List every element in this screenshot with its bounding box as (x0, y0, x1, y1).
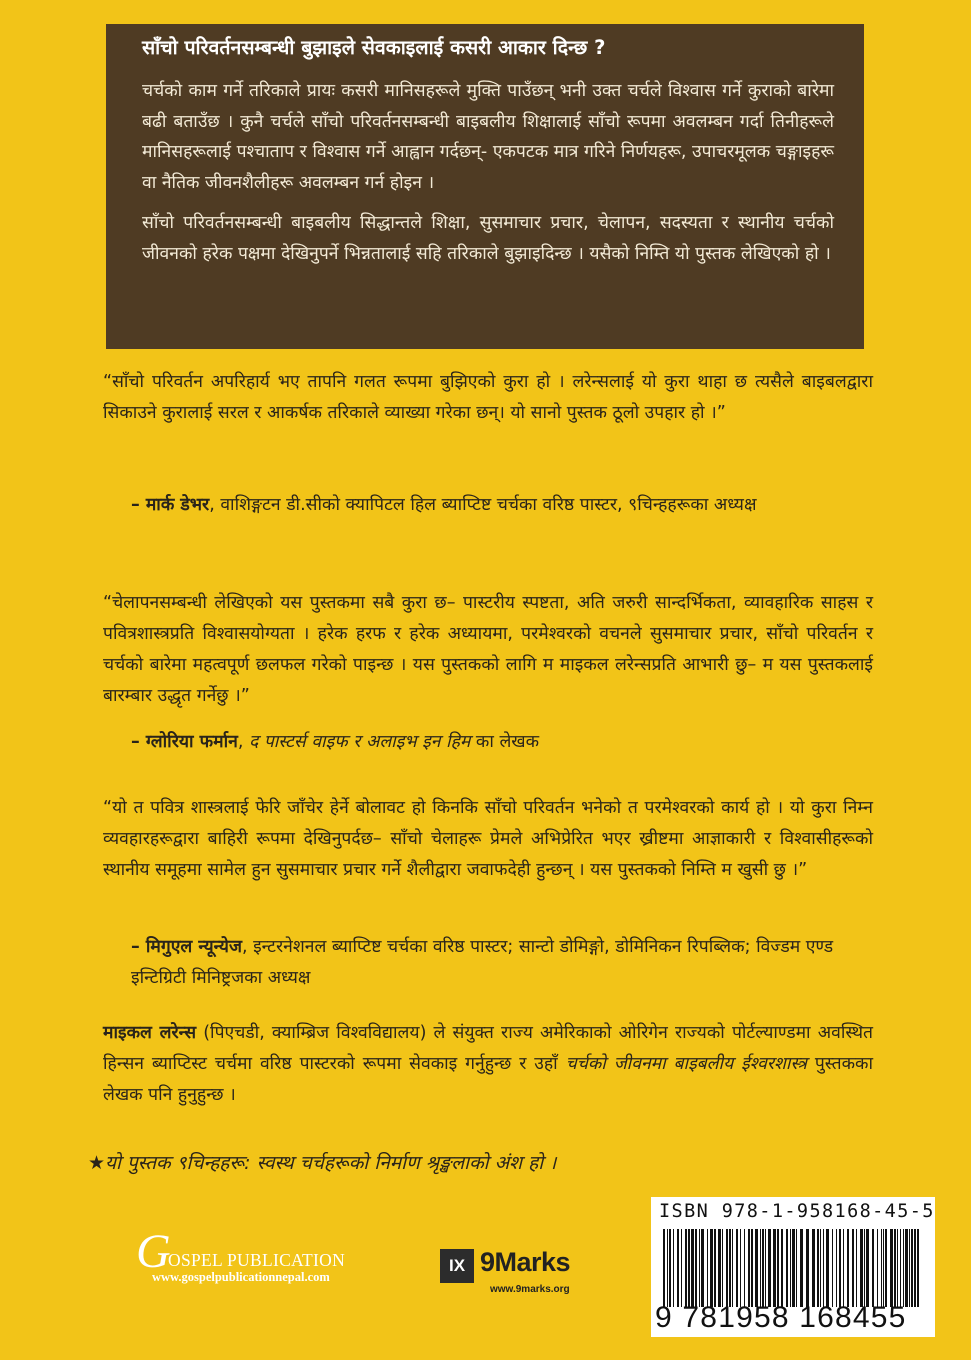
author-bio (103, 1018, 873, 1111)
barcode-bar (866, 1229, 869, 1307)
barcode-bar (903, 1229, 904, 1307)
endorser-name-2: ग्लोरिया फर्मान (145, 732, 238, 752)
summary-paragraph-2: साँचो परिवर्तनसम्बन्धी बाइबलीय सिद्धान्तले शिक्षा, सुसमाचार प्रचार, चेलापन, सदस्यता र स्थानीय चर्चको जीवनको हरेक पक्षमा देखिनुपर्ने भिन्नतालाई सहि तरिकाले बुझाइदिन्छ । यसैको निम्ति यो पुस्तक लेखिएको हो । (142, 213, 834, 264)
barcode-bar (820, 1229, 821, 1307)
barcode-bar (663, 1229, 665, 1307)
barcode-bar (691, 1229, 694, 1307)
barcode-bar (760, 1229, 761, 1307)
endorsement-quote-3: “यो त पवित्र शास्त्रलाई फेरि जाँचेर हेर्ने बोलावट हो किनकि साँचो परिवर्तन भनेको त परमेश्वरको कार्य हो । यो कुरा निम्न व्यवहारहरूद्वारा बाहिरी रूपमा देखिनुपर्दछ– साँचो चेलाहरू प्रेमले अभिप्रेरित भएर ख्रीष्टमा आज्ञाकारी र विश्वासीहरूको स्थानीय समूहमा सामेल हुन सुसमाचार प्रचार गर्ने शैलीद्वारा जवाफदेही हुन्छन् । यस पुस्तकको निम्ति म खुसी छु ।” (103, 798, 873, 880)
barcode-bar (885, 1229, 887, 1307)
barcode-bar (792, 1229, 795, 1307)
isbn-label: ISBN 978-1-958168-45-5 (659, 1201, 935, 1222)
endorsement-attribution-2 (131, 727, 871, 758)
endorser-role-2: , (237, 732, 249, 752)
barcode-bar (765, 1229, 766, 1307)
barcode-bar (836, 1229, 837, 1307)
author-bio-text-1: (पिएचडी, क्याम्ब्रिज विश्वविद्यालय) ले संयुक्त राज्य अमेरिकाको ओरिगेन राज्यको पोर्टल्याण्डमा अवस्थित हिन्सन ब्याप्टिस्ट चर्चमा वरिष्ठ पास्टरको रूपमा सेवकाइ गर्नुहुन्छ र उहाँ (103, 1023, 873, 1074)
summary-heading: साँचो परिवर्तनसम्बन्धी बुझाइले सेवकाइलाई कसरी आकार दिन्छ ? (142, 36, 606, 59)
barcode-bar (856, 1229, 857, 1307)
barcode-bar (900, 1229, 901, 1307)
barcode-bar (677, 1229, 679, 1307)
barcode-bar (669, 1229, 671, 1307)
barcode-bar (744, 1229, 745, 1307)
barcode-bar (707, 1229, 708, 1307)
gospel-publication-logo (134, 1225, 424, 1292)
barcode-bar (755, 1229, 758, 1307)
barcode-bar (768, 1229, 771, 1307)
author-book-title: चर्चको जीवनमा बाइबलीय ईश्वरशास्त्र (565, 1054, 807, 1074)
barcode-bar (762, 1229, 764, 1307)
barcode-bar (681, 1229, 682, 1307)
barcode-bar (710, 1229, 713, 1307)
barcode-bar (832, 1229, 833, 1307)
ninemarks-logo (440, 1247, 600, 1297)
barcode-bar (911, 1229, 913, 1307)
barcode-bar (909, 1229, 910, 1307)
author-name: माइकल लरेन्स (103, 1023, 197, 1043)
endorser-suffix-2: का लेखक (470, 732, 540, 752)
barcode-bar (748, 1229, 750, 1307)
endorser-name-3: मिगुएल न्यून्येज (145, 937, 242, 957)
barcode-bars (663, 1229, 925, 1307)
barcode-bar (917, 1229, 919, 1307)
endorser-name-1: मार्क डेभर (145, 495, 210, 515)
barcode-bar (800, 1229, 803, 1307)
summary-paragraph-1: चर्चको काम गर्ने तरिकाले प्रायः कसरी मानिसहरूले मुक्ति पाउँछन् भनी उक्त चर्चले विश्वास गर्ने कुराको बारेमा बढी बताउँछ । कुनै चर्चले साँचो परिवर्तनसम्बन्धी बाइबलीय शिक्षालाई साँचो रूपमा अवलम्बन गर्दा तिनीहरूले मानिसहरूलाई पश्चाताप र विश्वास गर्ने आह्वान गर्दछन्- एकपटक मात्र गरिने निर्णयहरू, उपाचरमूलक चङ्गाइहरू वा नैतिक जीवनशैलीहरू अवलम्बन गर्न होइन । (142, 81, 834, 193)
ninemarks-url: www.9marks.org (490, 1284, 570, 1295)
barcode-bar (722, 1229, 723, 1307)
ninemarks-name: 9Marks (480, 1247, 571, 1277)
barcode-bar (847, 1229, 849, 1307)
barcode-bar (736, 1229, 738, 1307)
barcode-bar (773, 1229, 776, 1307)
barcode-bar (790, 1229, 791, 1307)
barcode-bar (688, 1229, 690, 1307)
barcode-bar (667, 1229, 668, 1307)
barcode-bar (860, 1229, 863, 1307)
barcode-bar (817, 1229, 819, 1307)
barcode-bar (714, 1229, 716, 1307)
endorsement-attribution-3 (131, 932, 871, 994)
endorser-books-2: द पास्टर्स वाइफ र अलाइभ इन हिम (248, 732, 471, 752)
barcode-bar (905, 1229, 908, 1307)
barcode-bar (914, 1229, 916, 1307)
barcode-bar (673, 1229, 674, 1307)
series-note: ★यो पुस्तक ९चिन्हहरू: स्वस्थ चर्चहरूको निर्माण श्रृङ्खलाको अंश हो । (88, 1152, 557, 1174)
barcode-bar (729, 1229, 731, 1307)
barcode-bar (826, 1229, 829, 1307)
barcode-bar (894, 1229, 896, 1307)
barcode-bar (732, 1229, 733, 1307)
endorser-dash: – (131, 937, 146, 957)
barcode-bar (751, 1229, 753, 1307)
endorser-dash: – (131, 732, 146, 752)
barcode-bar (883, 1229, 884, 1307)
barcode-bar (881, 1229, 882, 1307)
endorser-dash: – (131, 495, 146, 515)
isbn-barcode (651, 1197, 935, 1337)
barcode-bar (718, 1229, 721, 1307)
barcode-bar (796, 1229, 797, 1307)
barcode-bar (839, 1229, 841, 1307)
barcode-bar (877, 1229, 878, 1307)
barcode-bar (823, 1229, 824, 1307)
barcode-bar (777, 1229, 779, 1307)
endorsement-quote-2: “चेलापनसम्बन्धी लेखिएको यस पुस्तकमा सबै कुरा छ– पास्टरीय स्पष्टता, अति जरुरी सान्दर्भिकता, व्यावहारिक साहस र पवित्रशास्त्रप्रति विश्वासयोग्यता । हरेक हरफ र हरेक अध्यायमा, परमेश्वरको वचनले सुसमाचार प्रचार, साँचो परिवर्तन र चर्चको बारेमा महत्वपूर्ण छलफल गरेको पाइन्छ । यस पुस्तकको लागि म माइकल लरेन्सप्रति आभारी छु– म यस पुस्तकलाई बारम्बार उद्धृत गर्नेछु ।” (103, 593, 873, 706)
barcode-bar (897, 1229, 898, 1307)
barcode-bar (685, 1229, 687, 1307)
publisher-url: www.gospelpublicationnepal.com (152, 1270, 330, 1284)
barcode-bar (726, 1229, 728, 1307)
isbn-digit-text: 9 781958 168455 (655, 1301, 907, 1334)
barcode-bar (864, 1229, 865, 1307)
barcode-bar (740, 1229, 741, 1307)
publisher-logo-letter: G (136, 1225, 171, 1278)
endorser-role-1: , वाशिङ्गटन डी.सीको क्यापिटल हिल ब्याप्टिष्ट चर्चका वरिष्ठ पास्टर, ९चिन्हहरूका अध्यक्ष (209, 495, 757, 515)
endorser-role-3: , इन्टरनेशनल ब्याप्टिष्ट चर्चका वरिष्ठ पास्टर; सान्टो डोमिङ्गो, डोमिनिकन रिपब्लिक; विज्डम एण्ड इन्टिग्रिटी मिनिष्ट्रजका अध्यक्ष (131, 937, 834, 988)
barcode-bar (806, 1229, 809, 1307)
barcode-bar (843, 1229, 844, 1307)
author-bio-text-2: पुस्तकका लेखक पनि हुनुहुन्छ । (103, 1054, 873, 1105)
endorsement-quote-1: “साँचो परिवर्तन अपरिहार्य भए तापनि गलत रूपमा बुझिएको कुरा हो । लरेन्सलाई यो कुरा थाहा छ त्यसैले बाइबलद्वारा सिकाउने कुरालाई सरल र आकर्षक तरिकाले व्याख्या गरेका छन्। यो सानो पुस्तक ठूलो उपहार हो ।” (103, 372, 873, 423)
barcode-bar (781, 1229, 783, 1307)
barcode-bar (699, 1229, 700, 1307)
barcode-bar (701, 1229, 704, 1307)
barcode-bar (872, 1229, 874, 1307)
barcode-bar (695, 1229, 697, 1307)
barcode-bar (786, 1229, 788, 1307)
barcode-bar (812, 1229, 815, 1307)
endorsement-attribution-1 (131, 490, 871, 521)
barcode-bar (890, 1229, 893, 1307)
barcode-bar (852, 1229, 854, 1307)
summary-box (106, 24, 864, 349)
publisher-name: OSPEL PUBLICATION (168, 1250, 346, 1270)
ninemarks-badge-icon: IX (440, 1249, 474, 1283)
